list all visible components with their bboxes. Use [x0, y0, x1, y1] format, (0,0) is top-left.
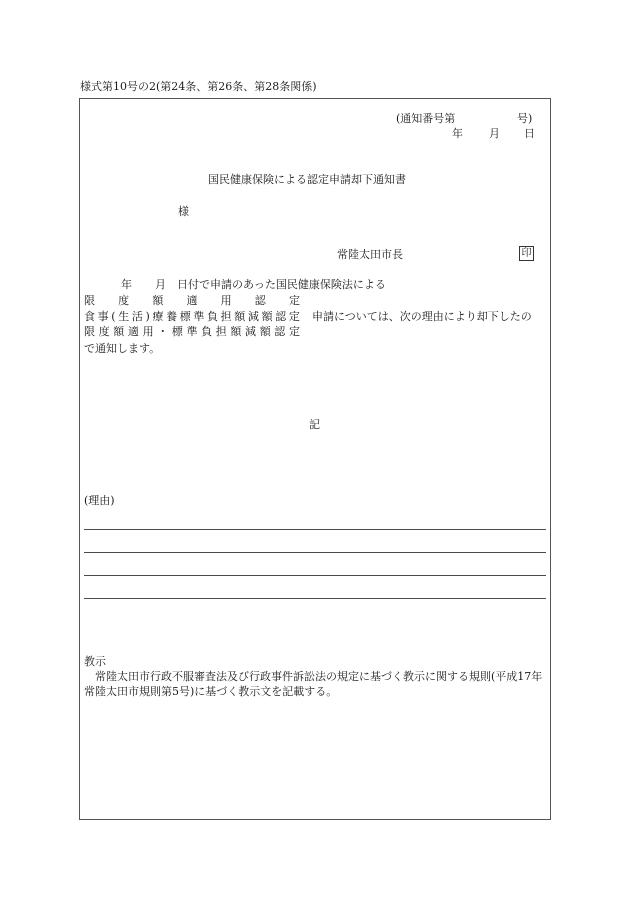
ki-label: 記 — [309, 418, 320, 431]
seal-mark: 印 — [519, 246, 534, 261]
option-char: 負 — [207, 310, 218, 323]
notice-number-prefix: (通知番号第 — [396, 112, 456, 125]
header-date-day: 日 — [524, 127, 535, 140]
option-char: 療 — [152, 310, 164, 323]
option-char: ・ — [157, 325, 169, 338]
option-char: 定 — [288, 294, 300, 307]
recipient-suffix: 様 — [178, 205, 189, 218]
body-closing: で通知します。 — [84, 342, 161, 355]
document-title: 国民健康保険による認定申請却下通知書 — [208, 173, 406, 186]
body-date-intro: 日付で申請のあった国民健康保険法による — [177, 278, 386, 291]
reason-label: (理由) — [84, 494, 115, 507]
option-char: 減 — [247, 310, 259, 323]
body-continuation: 申請については、次の理由により却下したの — [312, 310, 532, 323]
option-char: 額 — [261, 310, 273, 323]
option-char: 用 — [142, 325, 154, 338]
reason-line-1 — [84, 529, 546, 530]
document-frame — [79, 98, 551, 820]
header-date-year: 年 — [452, 127, 463, 140]
option-char: 認 — [254, 294, 266, 307]
option-char: 額 — [230, 325, 242, 338]
option-char: 準 — [186, 325, 198, 338]
option-char: 事 — [97, 310, 109, 323]
option-char: 限 — [84, 294, 95, 307]
option-char: 減 — [245, 325, 257, 338]
option-char: 担 — [215, 325, 227, 338]
option-char: 負 — [201, 325, 213, 338]
header-date-month: 月 — [489, 127, 500, 140]
option-char: 認 — [274, 325, 286, 338]
option-char: 額 — [113, 325, 125, 338]
certification-option-meal — [84, 310, 300, 324]
instruction-text: 常陸太田市行政不服審査法及び行政事件訴訟法の規定に基づく教示に関する規則(平成17年常陸太田市規則第5号)に基づく教示文を記載する。 — [84, 670, 543, 698]
option-char: 認 — [275, 310, 287, 323]
form-label: 様式第10号の2(第24条、第26条、第28条関係) — [80, 80, 317, 93]
option-char: 用 — [220, 294, 232, 307]
option-char: 食 — [84, 310, 95, 323]
option-char: 限 — [84, 325, 95, 338]
option-char: 準 — [193, 310, 205, 323]
option-char: 度 — [98, 325, 110, 338]
reason-line-2 — [84, 552, 546, 553]
option-char: 適 — [186, 294, 198, 307]
option-char: 担 — [220, 310, 232, 323]
option-char: 定 — [288, 325, 300, 338]
option-char: 額 — [152, 294, 164, 307]
certification-option-limit — [84, 294, 300, 308]
option-char: 定 — [288, 310, 300, 323]
option-char: ( — [111, 310, 116, 323]
instruction-heading: 教示 — [84, 655, 106, 668]
body-date-year: 年 — [121, 278, 132, 291]
reason-line-3 — [84, 575, 546, 576]
option-char: 額 — [234, 310, 246, 323]
option-char: 適 — [127, 325, 139, 338]
option-char: 生 — [118, 310, 130, 323]
option-char: 額 — [259, 325, 271, 338]
option-char: 標 — [179, 310, 191, 323]
reason-line-4 — [84, 598, 546, 599]
certification-option-combined — [84, 325, 300, 339]
option-char: 活 — [131, 310, 143, 323]
issuer-name: 常陸太田市長 — [337, 248, 403, 261]
option-char: 標 — [171, 325, 183, 338]
option-char: 度 — [118, 294, 130, 307]
option-char: 養 — [166, 310, 178, 323]
option-char: ) — [145, 310, 150, 323]
body-date-month: 月 — [155, 278, 166, 291]
notice-number-suffix: 号) — [517, 112, 533, 125]
